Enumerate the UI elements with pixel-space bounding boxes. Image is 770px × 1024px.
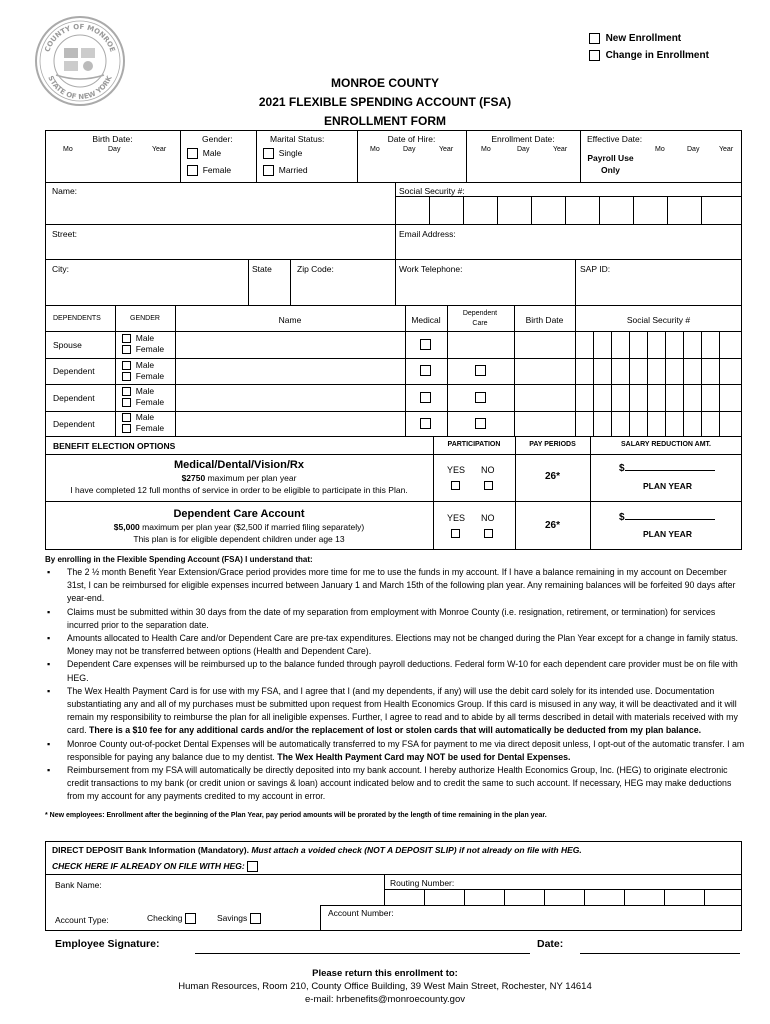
birth-day: Day <box>108 146 121 153</box>
savings-checkbox[interactable] <box>250 913 261 924</box>
hire-day: Day <box>403 146 416 153</box>
payroll-use-only: Payroll Use Only <box>587 153 634 175</box>
dependent-care-checkbox[interactable] <box>475 365 486 376</box>
routing-number-input[interactable] <box>384 889 742 905</box>
medical-checkbox[interactable] <box>420 339 431 350</box>
enrollment-type-options <box>589 30 709 64</box>
dc-no-label: NO <box>481 513 495 523</box>
female-option[interactable] <box>122 371 164 382</box>
savings-option[interactable] <box>217 913 261 924</box>
dependent-gender-options <box>122 386 164 408</box>
sap-id-input[interactable] <box>580 276 736 300</box>
male-label: Male <box>135 360 155 370</box>
title-fsa: 2021 FLEXIBLE SPENDING ACCOUNT (FSA) <box>258 95 512 109</box>
married-label: Married <box>278 165 308 175</box>
dependent-gender-options <box>122 333 164 355</box>
birth-year: Year <box>152 146 167 153</box>
benefit-election-header: BENEFIT ELECTION OPTIONS <box>53 441 176 451</box>
pay-periods-header: PAY PERIODS <box>529 441 576 448</box>
checking-checkbox[interactable] <box>185 913 196 924</box>
female-checkbox[interactable] <box>122 424 131 433</box>
male-label: Male <box>135 386 155 396</box>
terms-list <box>45 566 745 804</box>
effective-year: Year <box>719 146 734 153</box>
single-label: Single <box>278 148 303 158</box>
signature-date-field[interactable] <box>580 936 740 953</box>
terms-section <box>45 554 745 822</box>
employee-signature-label: Employee Signature: <box>55 938 160 950</box>
medical-no-checkbox[interactable] <box>484 481 493 490</box>
account-number-label: Account Number: <box>328 908 394 918</box>
state-input[interactable] <box>252 276 286 300</box>
title-enrollment-form: ENROLLMENT FORM <box>324 114 446 128</box>
dc-plan-year: PLAN YEAR <box>643 529 692 539</box>
routing-number-label: Routing Number: <box>390 878 455 888</box>
dependent-care-title: Dependent Care Account <box>173 508 305 520</box>
new-enrollment-option[interactable] <box>589 30 709 47</box>
female-checkbox[interactable] <box>122 345 131 354</box>
seal-bottom-text: STATE OF NEW YORK <box>46 74 114 102</box>
hire-year: Year <box>439 146 454 153</box>
change-enrollment-checkbox[interactable] <box>589 50 600 61</box>
account-type-label: Account Type: <box>55 915 109 925</box>
dependent-relation: Dependent <box>53 366 95 376</box>
checking-label: Checking <box>147 913 183 923</box>
zip-label: Zip Code: <box>297 264 334 274</box>
gender-male-checkbox[interactable] <box>187 148 198 159</box>
male-option[interactable] <box>122 360 164 371</box>
footer-address: Human Resources, Room 210, County Office Building, 39 West Main Street, Rochester, NY 14614 <box>178 981 592 992</box>
savings-label: Savings <box>217 913 248 923</box>
on-file-option[interactable] <box>52 861 258 872</box>
birth-date-header: Birth Date <box>525 315 564 325</box>
female-label: Female <box>135 397 165 407</box>
single-checkbox[interactable] <box>263 148 274 159</box>
dependent-gender-options <box>122 412 164 434</box>
medical-plan-year: PLAN YEAR <box>643 481 692 491</box>
terms-intro: By enrolling in the Flexible Spending Account (FSA) I understand that: <box>45 555 313 564</box>
male-option[interactable] <box>122 386 164 397</box>
new-enrollment-label: New Enrollment <box>605 33 682 44</box>
name-header: Name <box>278 315 302 325</box>
medical-checkbox[interactable] <box>420 418 431 429</box>
bank-name-input[interactable] <box>110 878 380 892</box>
ssn-label: Social Security #: <box>399 186 465 196</box>
footer-return-line: Please return this enrollment to: <box>312 968 458 979</box>
footer-email[interactable]: e-mail: hrbenefits@monroecounty.gov <box>305 994 465 1005</box>
gender-male-option[interactable] <box>187 148 221 159</box>
term-bold: The Wex Health Payment Card may NOT be used for Dental Expenses. <box>277 751 571 762</box>
gender-female-option[interactable] <box>187 165 231 176</box>
female-label: Female <box>135 344 165 354</box>
married-checkbox[interactable] <box>263 165 274 176</box>
female-option[interactable] <box>122 397 164 408</box>
dependent-care-note: This plan is for eligible dependent children under age 13 <box>133 534 345 544</box>
dc-yes-label: YES <box>447 513 466 523</box>
bank-name-label: Bank Name: <box>55 880 102 890</box>
dc-no-checkbox[interactable] <box>484 529 493 538</box>
birth-date-label: Birth Date: <box>92 134 133 144</box>
female-checkbox[interactable] <box>122 372 131 381</box>
male-checkbox[interactable] <box>122 387 131 396</box>
dc-dollar-sign: $ <box>619 512 625 523</box>
male-checkbox[interactable] <box>122 413 131 422</box>
svg-text:COUNTY OF MONROE <box>43 23 116 53</box>
medical-plan-amount: $2750 <box>181 473 206 483</box>
medical-yes-label: YES <box>447 465 466 475</box>
effective-day: Day <box>687 146 700 153</box>
medical-plan-title: Medical/Dental/Vision/Rx <box>173 459 304 471</box>
female-label: Female <box>135 371 165 381</box>
effective-mo: Mo <box>655 146 665 153</box>
male-option[interactable] <box>122 412 164 423</box>
male-option[interactable] <box>122 333 164 344</box>
dependent-ssn-header: Social Security # <box>626 315 691 325</box>
dc-yes-checkbox[interactable] <box>451 529 460 538</box>
male-label: Male <box>135 333 155 343</box>
dependent-care-checkbox[interactable] <box>475 418 486 429</box>
medical-no-label: NO <box>481 465 495 475</box>
medical-checkbox[interactable] <box>420 392 431 403</box>
medical-plan <box>45 458 433 496</box>
dependent-care-plan <box>45 507 433 545</box>
new-employee-note: * New employees: Enrollment after the beginning of the Plan Year, pay period amounts will be prorated by the length of time remaining in the plan year. <box>45 811 547 819</box>
enroll-year: Year <box>553 146 568 153</box>
medical-plan-note: I have completed 12 full months of service in order to be eligible to participate in this Plan. <box>70 485 408 495</box>
term-item: ▪ The 2 ½ month Benefit Year Extension/Grace period provides more time for me to use the funds in my account. If I have a balance remaining in my account on December 31st, I can be reimbursed for eligible expenses incurred between January 1 and March 15th of the following plan year. Any remaining balances will be forfeited 90 days after year-end. <box>45 566 745 606</box>
city-input[interactable] <box>52 276 242 300</box>
dependent-relation: Spouse <box>53 340 82 350</box>
medical-yes-checkbox[interactable] <box>451 481 460 490</box>
medical-salary-amount[interactable] <box>619 463 715 474</box>
male-checkbox[interactable] <box>122 361 131 370</box>
effective-date-label: Effective Date: <box>587 134 643 144</box>
female-checkbox[interactable] <box>122 398 131 407</box>
dependent-relation: Dependent <box>53 419 95 429</box>
dependent-gender-options <box>122 360 164 382</box>
dependent-care-header: Dependent Care <box>462 310 498 327</box>
term-item: ▪ Reimbursement from my FSA will automatically be directly deposited into my bank account. I hereby authorize Health Economics Group, Inc. (HEG) to originate electronic credit transactions to my bank (or credit union or savings & loan) account indicated below and to credit the same to such account. If necessary, HEG may make deductions from my account for any payments credited to my account in error. <box>45 764 745 804</box>
dependent-care-amount: $5,000 <box>113 522 140 532</box>
street-label: Street: <box>52 229 78 239</box>
city-label: City: <box>52 264 69 274</box>
male-label: Male <box>135 412 155 422</box>
on-file-label: CHECK HERE IF ALREADY ON FILE WITH HEG: <box>52 861 245 871</box>
term-item: ▪ Claims must be submitted within 30 days from the date of my separation from employment with Monroe County (i.e. resignation, retirement, or termination) for services incurred prior to the separation date. <box>45 606 745 632</box>
state-label: State <box>252 264 272 274</box>
footer <box>0 967 770 1006</box>
change-enrollment-option[interactable] <box>589 47 709 64</box>
employee-signature-field[interactable] <box>195 936 530 953</box>
term-text: The Wex Health Payment Card is for use with my FSA, and I agree that I (and my dependents, if any) will use the debit card solely for its intended use. Documentation substantiating any and all of my purchases must be submitted upon request from Health Economics Group. If this card is misused in any way, it will be deactivated and it will remain my responsibility to reimburse the plan for all ineligible expenses. Further, I agree to read and to abide by all terms described in detail with materials received with my card. <box>67 685 738 736</box>
term-item: ▪ Amounts allocated to Health Care and/or Dependent Care are pre-tax expenditures. Elections may not be changed during the Plan Year except for a change in family status. Money may not be transferred between options (Health and Dependent Care). <box>45 632 745 658</box>
form-title <box>0 74 770 131</box>
dd-title: DIRECT DEPOSIT Bank Information (Mandatory). <box>52 845 249 855</box>
hire-mo: Mo <box>370 146 380 153</box>
medical-header: Medical <box>411 315 441 325</box>
seal-top-text: COUNTY OF MONROE <box>43 22 117 54</box>
date-of-hire-label: Date of Hire: <box>387 134 436 144</box>
gender-female-checkbox[interactable] <box>187 165 198 176</box>
dc-salary-amount[interactable] <box>619 512 715 523</box>
female-option[interactable] <box>122 423 164 434</box>
work-telephone-input[interactable] <box>399 276 569 300</box>
gender-header: GENDER <box>130 315 160 322</box>
dependent-relation: Dependent <box>53 393 95 403</box>
term-text: Monroe County out-of-pocket Dental Expenses will be automatically transferred to my FSA for payment to me via direct deposit unless, I opt-out of the automatic transfer. I am responsible for paying any balance due to my dentist. <box>67 738 745 762</box>
gender-female-label: Female <box>202 165 232 175</box>
account-number-input[interactable] <box>410 908 735 926</box>
medical-plan-max: maximum per plan year <box>207 473 297 483</box>
email-label: Email Address: <box>399 229 456 239</box>
name-label: Name: <box>52 186 78 196</box>
term-item <box>45 738 745 764</box>
single-option[interactable] <box>263 148 302 159</box>
ssn-input[interactable] <box>395 196 742 224</box>
enroll-day: Day <box>517 146 530 153</box>
female-label: Female <box>135 423 165 433</box>
street-input[interactable] <box>52 240 388 258</box>
female-option[interactable] <box>122 344 164 355</box>
work-telephone-label: Work Telephone: <box>399 264 463 274</box>
name-input[interactable] <box>52 196 388 220</box>
participation-header: PARTICIPATION <box>447 441 501 448</box>
dependent-care-checkbox[interactable] <box>475 392 486 403</box>
medical-checkbox[interactable] <box>420 365 431 376</box>
male-checkbox[interactable] <box>122 334 131 343</box>
term-item: ▪ Dependent Care expenses will be reimbursed up to the balance funded through payroll deductions. Federal form W-10 for each dependent care provider must be on file with HEG. <box>45 658 745 684</box>
title-county: MONROE COUNTY <box>331 76 439 90</box>
term-item <box>45 685 745 738</box>
married-option[interactable] <box>263 165 308 176</box>
enroll-mo: Mo <box>481 146 491 153</box>
dependent-care-max: maximum per plan year ($2,500 if married filing separately) <box>142 522 365 532</box>
term-bold: There is a $10 fee for any additional cards and/or the replacement of lost or stolen cards that will automatically be deducted from my plan balance. <box>89 725 702 736</box>
birth-mo: Mo <box>63 146 73 153</box>
sap-id-label: SAP ID: <box>580 264 611 274</box>
new-enrollment-checkbox[interactable] <box>589 33 600 44</box>
marital-label: Marital Status: <box>270 134 325 144</box>
dc-pay-periods: 26* <box>544 520 560 531</box>
email-input[interactable] <box>399 240 735 258</box>
enrollment-date-label: Enrollment Date: <box>491 134 555 144</box>
dependents-header: DEPENDENTS <box>53 315 101 322</box>
gender-male-label: Male <box>202 148 222 158</box>
change-enrollment-label: Change in Enrollment <box>605 50 709 61</box>
on-file-checkbox[interactable] <box>247 861 258 872</box>
date-label: Date: <box>537 938 564 950</box>
zip-input[interactable] <box>297 276 389 300</box>
dd-instruction: Must attach a voided check (NOT A DEPOSIT SLIP) if not already on file with HEG. <box>251 845 582 855</box>
medical-pay-periods: 26* <box>544 471 560 482</box>
salary-reduction-header: SALARY REDUCTION AMT. <box>621 441 711 448</box>
direct-deposit-instructions <box>52 845 582 855</box>
checking-option[interactable] <box>147 913 196 924</box>
medical-dollar-sign: $ <box>619 463 625 474</box>
gender-label: Gender: <box>202 134 233 144</box>
